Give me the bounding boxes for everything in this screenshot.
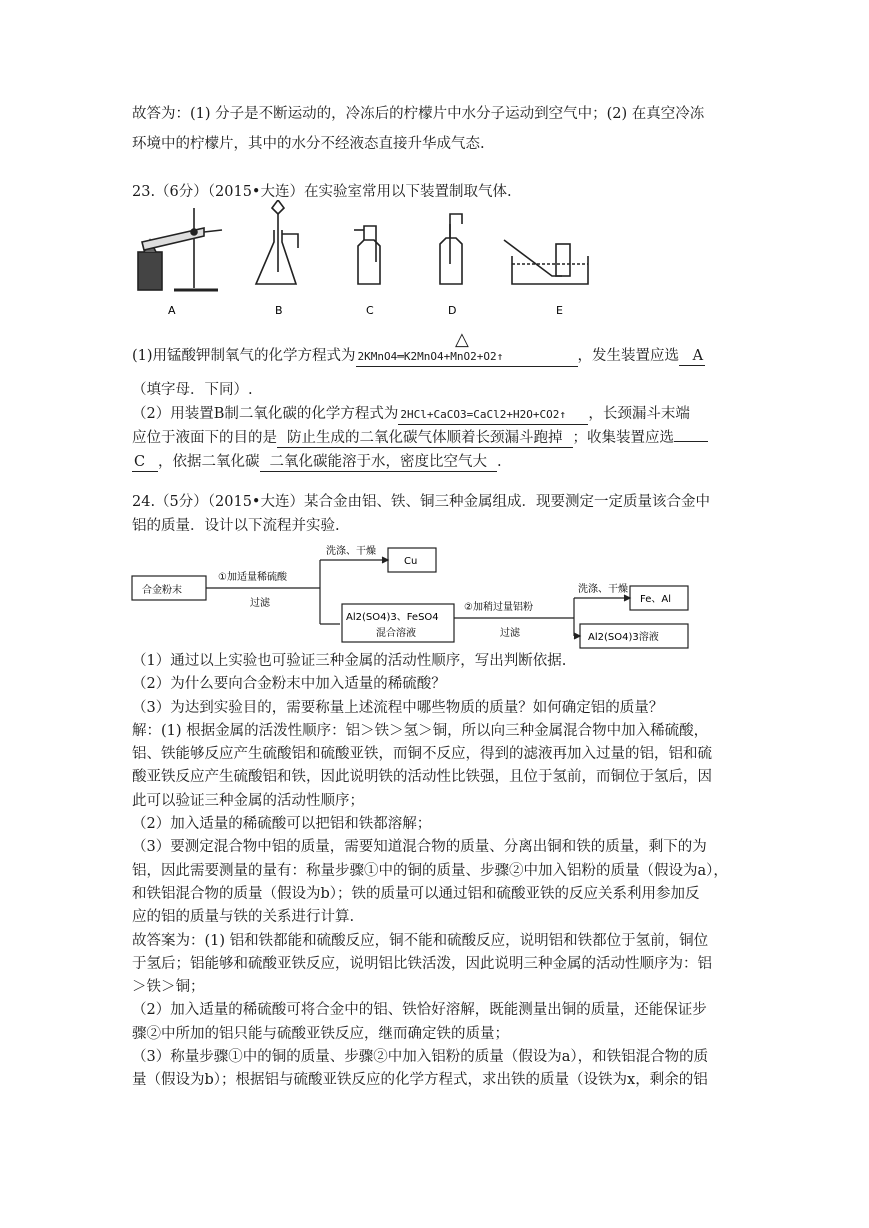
previous-answer — [132, 102, 744, 156]
flow-text-wash2: 洗涤、干燥 — [578, 584, 628, 595]
q24-line: ＞铁＞铜； — [132, 979, 205, 996]
q24-line: 量（假设为b）；根据铝与硫酸亚铁反应的化学方程式，求出铁的质量（设铁为x，剩余的铝 — [132, 1072, 708, 1089]
q24-solution — [132, 650, 744, 1093]
apparatus-label-e: E — [556, 304, 563, 317]
q24-line: （1）通过以上实验也可验证三种金属的活动性顺序，写出判断依据. — [132, 653, 567, 669]
q23-p2-equation: 2HCl+CaCO3=CaCl2+H2O+CO2↑ — [398, 406, 588, 425]
q24-line: 应的铝的质量与铁的关系进行计算. — [132, 909, 355, 926]
q23-part-1 — [132, 344, 744, 402]
alcohol-lamp-icon — [138, 252, 162, 290]
q24-line: 骤②中所加的铝只能与硫酸亚铁反应，继而确定铁的质量； — [132, 1025, 509, 1042]
q24-title — [132, 490, 744, 538]
q24-line: 和铁铝混合物的质量（假设为b）；铁的质量可以通过铝和硫酸亚铁的反应关系利用参加反 — [132, 885, 700, 902]
flow-text-wash1: 洗涤、干燥 — [326, 546, 376, 557]
q24-line: 故答案为：(1) 铝和铁都能和硫酸反应，铜不能和硫酸反应，说明铝和铁都位于氢前，铜位 — [132, 932, 709, 949]
q24-line: 此可以验证三种金属的活动性顺序； — [132, 792, 364, 809]
q24-line: （3）称量步骤①中的铜的质量、步骤②中加入铝粉的质量（假设为a），和铁铝混合物的质 — [132, 1049, 709, 1066]
q24-line: （2）加入适量的稀硫酸可将合金中的铝、铁恰好溶解，既能测量出铜的质量，还能保证步 — [132, 1002, 707, 1019]
q24-line: 酸亚铁反应产生硫酸铝和铁，因此说明铁的活动性比铁强，且位于氢前，而铜位于氢后，因 — [132, 769, 712, 786]
q23-p1-middle: ，发生装置应选 — [577, 348, 680, 364]
apparatus-label-d: D — [448, 304, 457, 317]
q23-p2-line3-end: . — [497, 454, 502, 470]
previous-answer-line-2: 环境中的柠檬片，其中的水分不经液态直接升华成气态. — [132, 136, 485, 152]
flow-text-step1: ①加适量稀硫酸 — [218, 572, 287, 583]
q24-title-line-2: 铝的质量．设计以下流程并实验. — [132, 518, 340, 534]
q23-p2-answer-2-blank — [674, 441, 708, 442]
q24-line: （3）为达到实验目的，需要称量上述流程中哪些物质的质量？如何确定铝的质量？ — [132, 699, 664, 716]
heat-symbol: △ — [455, 329, 469, 350]
q23-p2-answer-2: C — [132, 453, 158, 472]
flow-text-filter2: 过滤 — [500, 628, 520, 639]
q24-title-line-1: 24.（5分）（2015•大连）某合金由铝、铁、铜三种金属组成．现要测定一定质量该合金中 — [132, 494, 710, 510]
q23-p2-line3-middle: ，依据二氧化碳 — [158, 454, 260, 470]
q23-p2-answer-3: 二氧化碳能溶于水，密度比空气大 — [260, 453, 498, 472]
apparatus-label-c: C — [366, 304, 374, 317]
apparatus-label-b: B — [275, 304, 283, 317]
q24-line: 铝，因此需要测量的量有：称量步骤①中的铜的质量、步骤②中加入铝粉的质量（假设为a）， — [132, 862, 728, 879]
flow-text-step2: ②加稍过量铝粉 — [464, 602, 533, 613]
q23-p2-answer-1: 防止生成的二氧化碳气体顺着长颈漏斗跑掉 — [277, 429, 573, 448]
flow-text-cu: Cu — [404, 556, 418, 567]
previous-answer-line-1: 故答为：(1) 分子是不断运动的，冷冻后的柠檬片中水分子运动到空气中；(2) 在真空冷冻 — [132, 106, 705, 122]
flow-text-alloy: 合金粉末 — [142, 585, 182, 596]
flow-text-filter1: 过滤 — [250, 598, 270, 609]
q23-p1-prefix: (1)用锰酸钾制氧气的化学方程式为 — [132, 348, 356, 364]
apparatus-label-a: A — [168, 304, 176, 317]
lab-apparatus-figure — [132, 200, 612, 330]
q24-line: （3）要测定混合物中铝的质量，需要知道混合物的质量、分离出铜和铁的质量，剩下的为 — [132, 839, 707, 856]
q23-p2-middle: ，长颈漏斗末端 — [588, 406, 690, 422]
q23-p1-equation: 2KMnO4═K2MnO4+MnO2+O2↑ — [356, 348, 578, 367]
q23-p2-prefix: （2）用装置B制二氧化碳的化学方程式为 — [132, 406, 399, 422]
q24-line: （2）为什么要向合金粉末中加入适量的稀硫酸？ — [132, 676, 446, 693]
q24-line: 铝、铁能够反应产生硫酸铝和硫酸亚铁，而铜不反应，得到的滤液再加入过量的铝，铝和硫 — [132, 746, 712, 763]
q23-p1-answer: A — [679, 347, 705, 366]
flow-text-mix-line2: 混合溶液 — [376, 628, 416, 639]
q24-line: 解：(1) 根据金属的活泼性顺序：铝＞铁＞氢＞铜，所以向三种金属混合物中加入稀硫酸， — [132, 722, 709, 739]
q23-part-2 — [132, 402, 744, 474]
q23-p2-line2-middle: ；收集装置应选 — [572, 430, 674, 446]
flow-text-mix-line1: Al2(SO4)3、FeSO4 — [346, 612, 439, 623]
q24-line: （2）加入适量的稀硫酸可以把铝和铁都溶解； — [132, 816, 432, 833]
q23-p1-tail: （填字母．下同）. — [132, 382, 253, 398]
q24-line: 于氢后；铝能够和硫酸亚铁反应，说明铝比铁活泼，因此说明三种金属的活动性顺序为：铝 — [132, 955, 712, 972]
flow-text-fe-al: Fe、Al — [640, 594, 671, 605]
flow-text-solution: Al2(SO4)3溶液 — [588, 632, 659, 643]
process-flowchart — [130, 540, 690, 650]
q23-title-text: 23.（6分）（2015•大连）在实验室常用以下装置制取气体. — [132, 184, 512, 200]
q23-p2-line2-prefix: 应位于液面下的目的是 — [132, 430, 277, 446]
